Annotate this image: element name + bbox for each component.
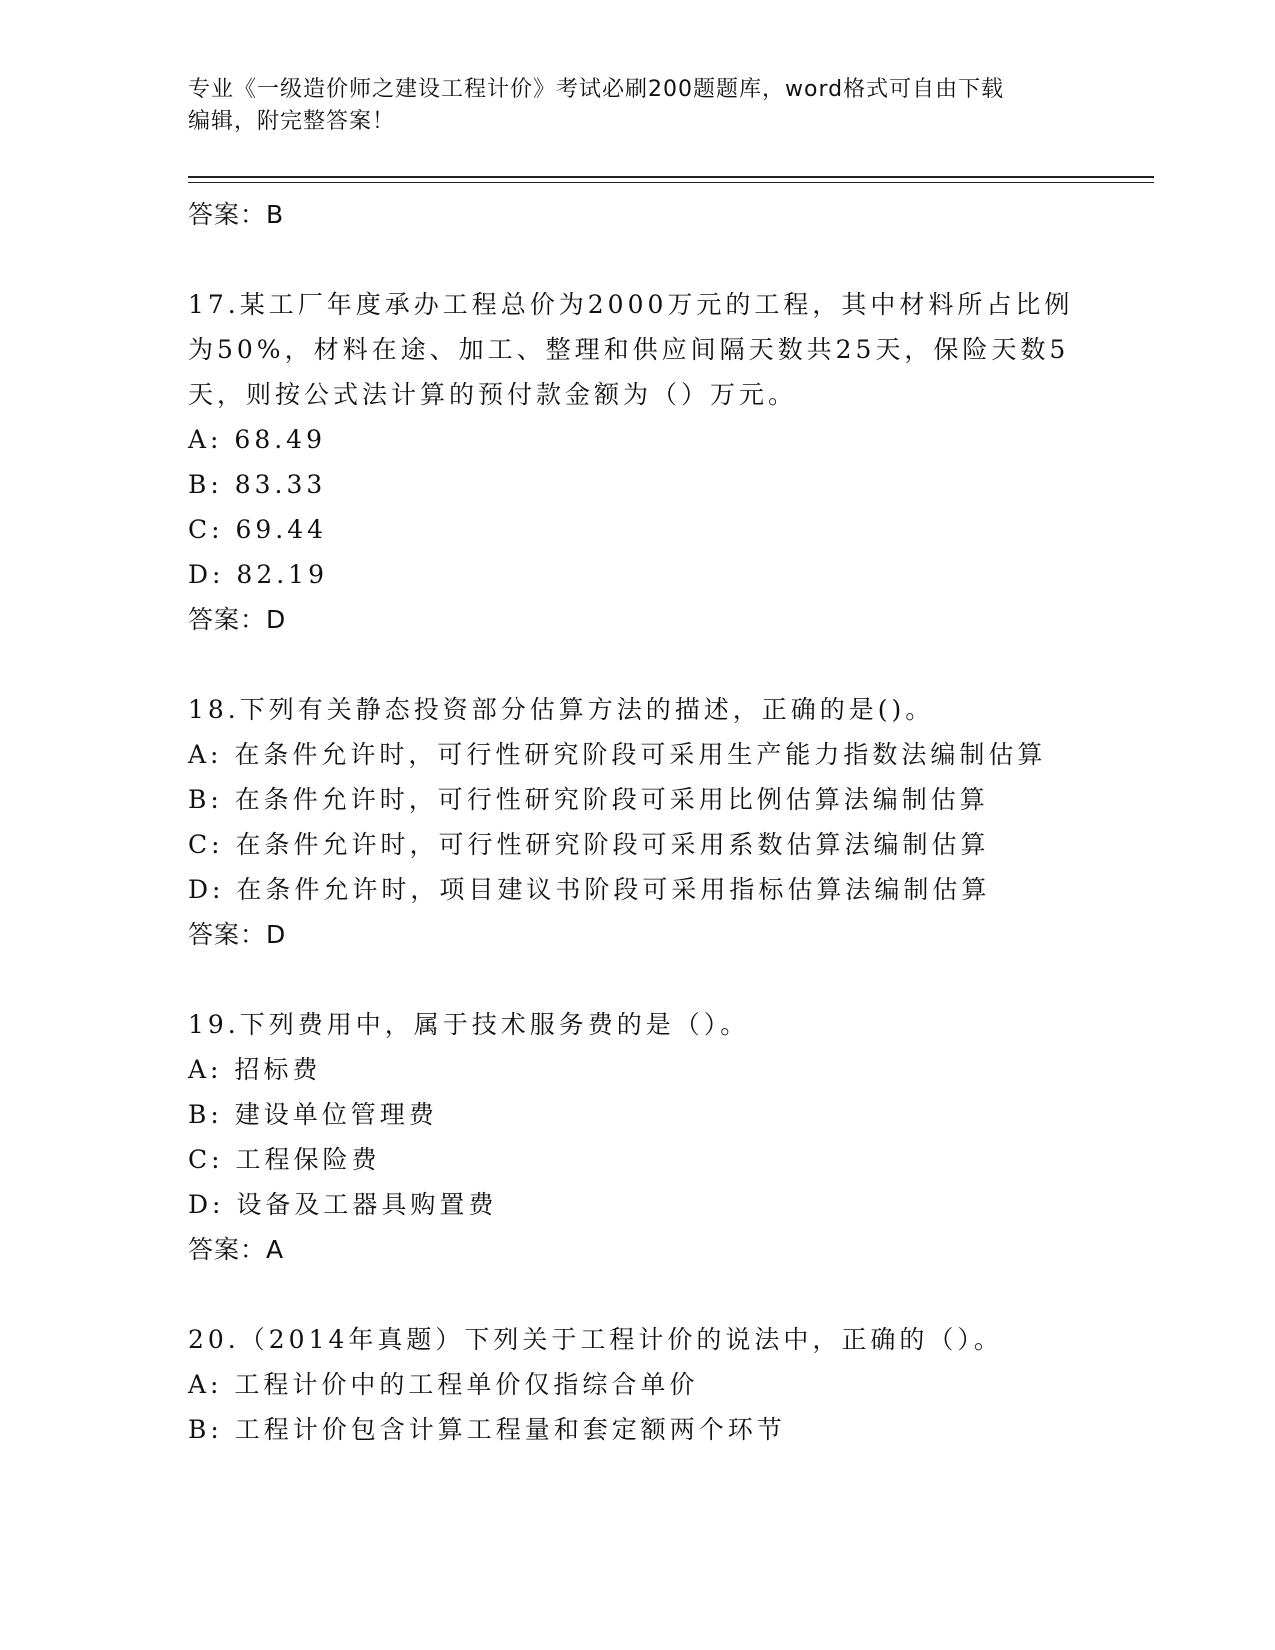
answer: 答案：D bbox=[188, 920, 287, 949]
question-20 bbox=[188, 1317, 1088, 1452]
option-c: C: 在条件允许时，可行性研究阶段可采用系数估算法编制估算 bbox=[188, 830, 990, 859]
question-text: 17.某工厂年度承办工程总价为2000万元的工程，其中材料所占比例为50%，材料在途、加工、整理和供应间隔天数共25天，保险天数5天，则按公式法计算的预付款金额为（）万元。 bbox=[188, 290, 1074, 409]
option-c: C: 69.44 bbox=[188, 515, 328, 544]
spacer bbox=[188, 237, 1088, 282]
header-line-1: 专业《一级造价师之建设工程计价》考试必刷200题题库，word格式可自由下载 bbox=[188, 77, 1005, 102]
option-d: D: 82.19 bbox=[188, 560, 328, 589]
question-17 bbox=[188, 282, 1088, 642]
option-b: B: 建设单位管理费 bbox=[188, 1100, 438, 1129]
page-header bbox=[188, 74, 1088, 138]
option-b: B: 工程计价包含计算工程量和套定额两个环节 bbox=[188, 1415, 786, 1444]
option-a: A: 招标费 bbox=[188, 1055, 322, 1084]
option-b: B: 在条件允许时，可行性研究阶段可采用比例估算法编制估算 bbox=[188, 785, 989, 814]
header-divider-thin bbox=[188, 182, 1154, 183]
question-19 bbox=[188, 1002, 1088, 1272]
option-a: A: 工程计价中的工程单价仅指综合单价 bbox=[188, 1370, 699, 1399]
header-divider-thick bbox=[188, 176, 1154, 178]
header-line-2: 编辑，附完整答案！ bbox=[188, 109, 396, 134]
option-b: B: 83.33 bbox=[188, 470, 327, 499]
spacer bbox=[188, 1272, 1088, 1317]
question-text: 18.下列有关静态投资部分估算方法的描述，正确的是()。 bbox=[188, 695, 935, 724]
answer: 答案：A bbox=[188, 1235, 285, 1264]
option-d: D: 在条件允许时，项目建议书阶段可采用指标估算法编制估算 bbox=[188, 875, 991, 904]
option-d: D: 设备及工器具购置费 bbox=[188, 1190, 498, 1219]
spacer bbox=[188, 642, 1088, 687]
spacer bbox=[188, 957, 1088, 1002]
question-text: 20.（2014年真题）下列关于工程计价的说法中，正确的（）。 bbox=[188, 1325, 1003, 1354]
option-c: C: 工程保险费 bbox=[188, 1145, 381, 1174]
option-a: A: 68.49 bbox=[188, 425, 326, 454]
document-body bbox=[188, 192, 1088, 1452]
question-text: 19.下列费用中，属于技术服务费的是（）。 bbox=[188, 1010, 750, 1039]
question-18 bbox=[188, 687, 1088, 957]
previous-answer: 答案：B bbox=[188, 200, 285, 229]
answer: 答案：D bbox=[188, 605, 287, 634]
option-a: A: 在条件允许时，可行性研究阶段可采用生产能力指数法编制估算 bbox=[188, 740, 1047, 769]
